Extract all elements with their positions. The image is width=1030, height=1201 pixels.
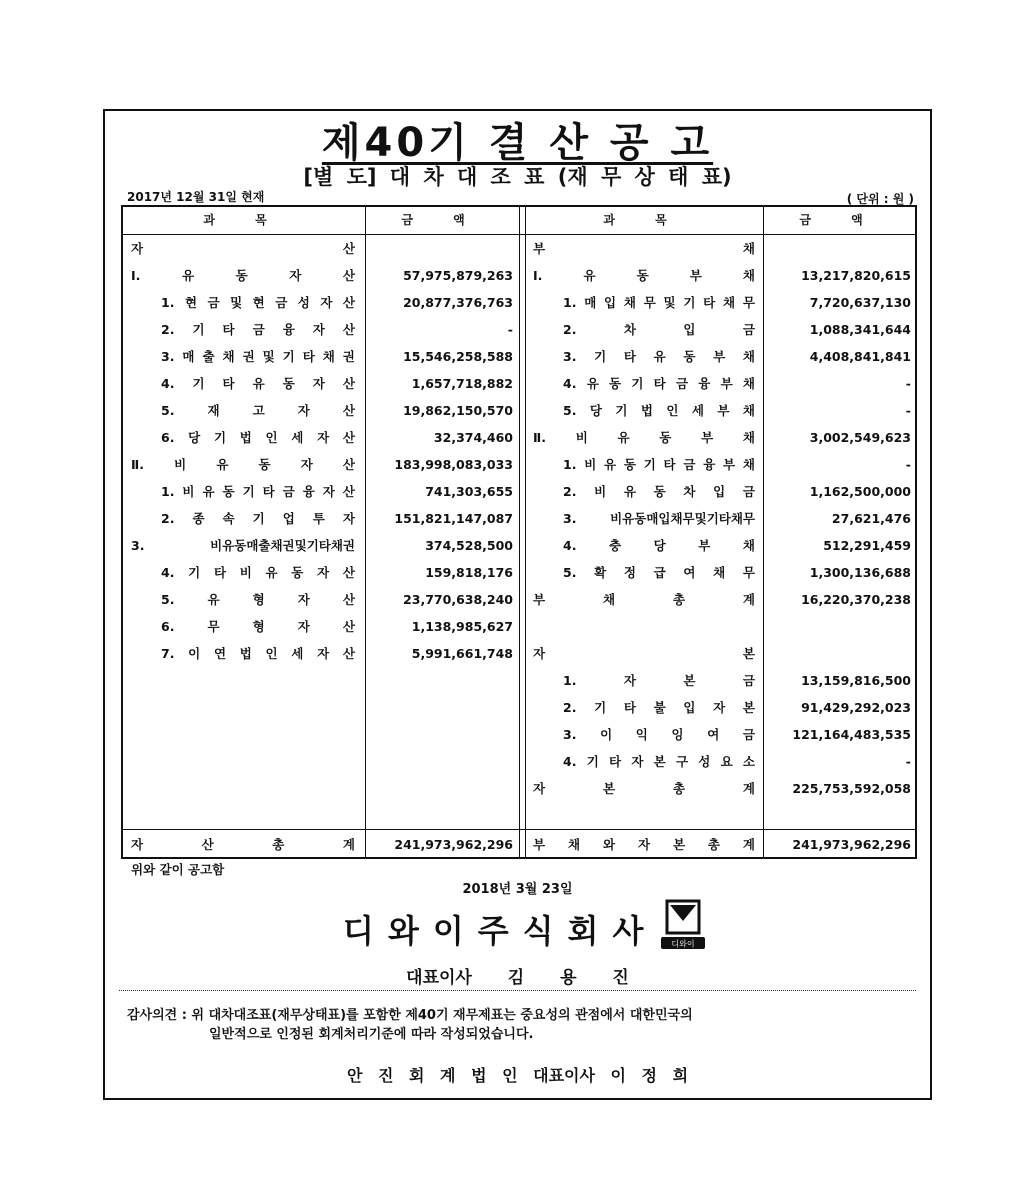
header-amount-right: 금 액 xyxy=(799,213,881,227)
ceo-name: 대표이사 김 용 진 xyxy=(406,968,629,988)
asset-row-label: 3. 비유동매출채권및기타채권 xyxy=(131,538,355,553)
liabilities-section-label: 부 채 xyxy=(533,241,755,256)
equity-row-amount: 91,429,292,023 xyxy=(801,700,911,715)
assets-total-label: 자 산 총 계 xyxy=(131,837,355,852)
liability-row-amount: 13,217,820,615 xyxy=(801,268,911,283)
asset-row-label: 4. 기 타 비 유 동 자 산 xyxy=(161,565,355,580)
equity-row-label: 2. 기 타 불 입 자 본 xyxy=(563,700,755,715)
liabilities-total-label: 부 채 총 계 xyxy=(533,592,755,607)
liability-row-amount: - xyxy=(905,376,911,391)
liability-row-label: 1. 비 유 동 기 타 금 융 부 채 xyxy=(563,457,755,472)
asset-row-amount: - xyxy=(507,322,513,337)
liability-row-label: 4. 충 당 부 채 xyxy=(563,538,755,553)
liability-row-label: 5. 확 정 급 여 채 무 xyxy=(563,565,755,580)
liability-row-label: 5. 당 기 법 인 세 부 채 xyxy=(563,403,755,418)
asset-row-amount: 374,528,500 xyxy=(425,538,513,553)
equity-row-label: 4. 기 타 자 본 구 성 요 소 xyxy=(563,754,755,769)
asset-row-amount: 1,138,985,627 xyxy=(411,619,513,634)
asset-row-label: 1. 비 유 동 기 타 금 융 자 산 xyxy=(161,484,355,499)
company-name: 디와이주식회사 xyxy=(343,912,658,950)
asset-row-label: 5. 재 고 자 산 xyxy=(161,403,355,418)
asset-row-label: 6. 무 형 자 산 xyxy=(161,619,355,634)
auditor-name: 안 진 회 계 법 인 대표이사 이 정 희 xyxy=(346,1066,689,1085)
liability-row-label: Ⅰ. 유 동 부 채 xyxy=(533,268,755,283)
asset-row-amount: 32,374,460 xyxy=(433,430,513,445)
grand-total-amount: 241,973,962,296 xyxy=(792,837,911,852)
liability-row-amount: - xyxy=(905,457,911,472)
liability-row-amount: 3,002,549,623 xyxy=(809,430,911,445)
assets-total-amount: 241,973,962,296 xyxy=(394,837,513,852)
notice-text: 위와 같이 공고함 xyxy=(131,862,225,877)
asset-row-amount: 20,877,376,763 xyxy=(403,295,513,310)
asset-row-amount: 741,303,655 xyxy=(425,484,513,499)
equity-row-label: 3. 이 익 잉 여 금 xyxy=(563,727,755,742)
audit-opinion-line1: 감사의견 : 위 대차대조표(재무상태표)를 포함한 제40기 재무제표는 중요성의 관점에서 대한민국의 xyxy=(127,1008,693,1023)
asset-row-amount: 57,975,879,263 xyxy=(403,268,513,283)
equity-row-amount: 13,159,816,500 xyxy=(801,673,911,688)
asset-row-amount: 159,818,176 xyxy=(425,565,513,580)
liability-row-label: 1. 매 입 채 무 및 기 타 채 무 xyxy=(563,295,755,310)
statement-subtitle: [별 도] 대 차 대 조 표 (재 무 상 태 표) xyxy=(303,165,732,189)
asset-row-label: 3. 매 출 채 권 및 기 타 채 권 xyxy=(161,349,355,364)
company-logo-icon xyxy=(661,899,705,951)
grand-total-label: 부 채 와 자 본 총 계 xyxy=(533,837,755,852)
equity-section-label: 자 본 xyxy=(533,646,755,661)
asset-row-amount: 1,657,718,882 xyxy=(411,376,513,391)
basis-date: 2017년 12월 31일 현재 xyxy=(127,190,265,204)
asset-row-amount: 19,862,150,570 xyxy=(403,403,513,418)
liability-row-amount: 27,621,476 xyxy=(831,511,911,526)
liability-row-label: 3. 비유동매입채무및기타채무 xyxy=(563,511,755,526)
liability-row-amount: - xyxy=(905,403,911,418)
asset-row-amount: 151,821,147,087 xyxy=(394,511,513,526)
unit-label: ( 단위 : 원 ) xyxy=(846,192,914,206)
liability-row-label: Ⅱ. 비 유 동 부 채 xyxy=(533,430,755,445)
dotted-divider xyxy=(119,990,916,991)
asset-row-amount: 15,546,258,588 xyxy=(403,349,513,364)
liability-row-amount: 4,408,841,841 xyxy=(809,349,911,364)
asset-row-amount: 183,998,083,033 xyxy=(394,457,513,472)
header-amount-left: 금 액 xyxy=(401,213,483,227)
liability-row-label: 4. 유 동 기 타 금 융 부 채 xyxy=(563,376,755,391)
liability-row-amount: 512,291,459 xyxy=(823,538,911,553)
asset-row-amount: 23,770,638,240 xyxy=(403,592,513,607)
asset-row-label: 2. 기 타 금 융 자 산 xyxy=(161,322,355,337)
liabilities-total-amount: 16,220,370,238 xyxy=(801,592,911,607)
asset-row-label: 7. 이 연 법 인 세 자 산 xyxy=(161,646,355,661)
asset-row-label: 1. 현 금 및 현 금 성 자 산 xyxy=(161,295,355,310)
audit-opinion-line2: 일반적으로 인정된 회계처리기준에 따라 작성되었습니다. xyxy=(209,1027,534,1042)
liability-row-amount: 1,162,500,000 xyxy=(809,484,911,499)
asset-row-label: 5. 유 형 자 산 xyxy=(161,592,355,607)
equity-row-amount: - xyxy=(905,754,911,769)
audit-opinion xyxy=(127,1006,693,1044)
equity-row-amount: 121,164,483,535 xyxy=(792,727,911,742)
liability-row-amount: 7,720,637,130 xyxy=(809,295,911,310)
asset-row-amount: 5,991,661,748 xyxy=(411,646,513,661)
liability-row-label: 3. 기 타 유 동 부 채 xyxy=(563,349,755,364)
header-item-left: 과 목 xyxy=(203,213,285,227)
equity-total-label: 자 본 총 계 xyxy=(533,781,755,796)
page-title: 제40기 결 산 공 고 xyxy=(321,120,714,166)
asset-row-label: Ⅱ. 비 유 동 자 산 xyxy=(131,457,355,472)
liability-row-amount: 1,088,341,644 xyxy=(809,322,911,337)
liability-row-amount: 1,300,136,688 xyxy=(809,565,911,580)
equity-total-amount: 225,753,592,058 xyxy=(792,781,911,796)
publish-date: 2018년 3월 23일 xyxy=(462,882,573,897)
asset-row-label: 6. 당 기 법 인 세 자 산 xyxy=(161,430,355,445)
assets-section-label: 자 산 xyxy=(131,241,355,256)
svg-text:디와이: 디와이 xyxy=(671,939,695,949)
liability-row-label: 2. 비 유 동 차 입 금 xyxy=(563,484,755,499)
equity-row-label: 1. 자 본 금 xyxy=(563,673,755,688)
announcement-frame xyxy=(103,109,932,1100)
asset-row-label: Ⅰ. 유 동 자 산 xyxy=(131,268,355,283)
asset-row-label: 4. 기 타 유 동 자 산 xyxy=(161,376,355,391)
asset-row-label: 2. 종 속 기 업 투 자 xyxy=(161,511,355,526)
liability-row-label: 2. 차 입 금 xyxy=(563,322,755,337)
header-item-right: 과 목 xyxy=(603,213,685,227)
balance-sheet-table xyxy=(121,205,917,859)
